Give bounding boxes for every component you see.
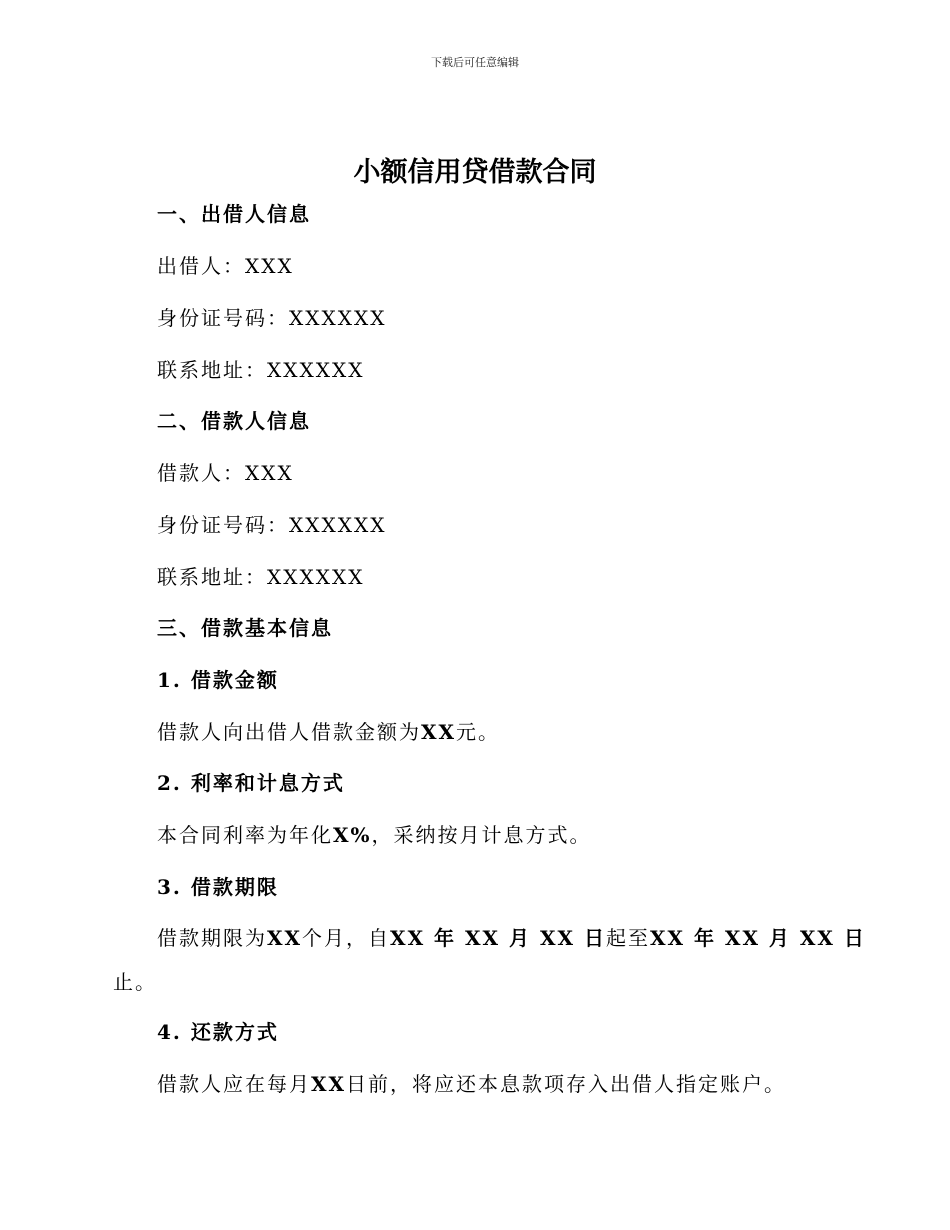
- repay-paragraph: 借款人应在每月XX日前，将应还本息款项存入出借人指定账户。: [157, 1072, 787, 1096]
- term-paragraph-line2: 止。: [113, 970, 157, 994]
- rate-paragraph: 本合同利率为年化X%，采纳按月计息方式。: [157, 823, 592, 847]
- term-paragraph-line1: 借款期限为XX个月，自XX 年 XX 月 XX 日起至XX 年 XX 月 XX 日: [157, 926, 866, 950]
- lender-address: 联系地址：XXXXXX: [157, 358, 365, 382]
- borrower-address: 联系地址：XXXXXX: [157, 565, 365, 589]
- borrower-name: 借款人：XXX: [157, 461, 294, 485]
- lender-id: 身份证号码：XXXXXX: [157, 306, 387, 330]
- section-heading-borrower: 二、借款人信息: [157, 409, 311, 433]
- subheading-rate: 2. 利率和计息方式: [157, 771, 345, 795]
- subheading-term: 3. 借款期限: [157, 875, 279, 899]
- document-title: 小额信用贷借款合同: [353, 157, 597, 188]
- amount-paragraph: 借款人向出借人借款金额为XX元。: [157, 720, 501, 744]
- header-note: 下载后可任意编辑: [431, 56, 519, 69]
- section-heading-loan: 三、借款基本信息: [157, 616, 333, 640]
- subheading-amount: 1. 借款金额: [157, 668, 279, 692]
- section-heading-lender: 一、出借人信息: [157, 202, 311, 226]
- lender-name: 出借人：XXX: [157, 254, 294, 278]
- borrower-id: 身份证号码：XXXXXX: [157, 513, 387, 537]
- subheading-repay: 4. 还款方式: [157, 1020, 279, 1044]
